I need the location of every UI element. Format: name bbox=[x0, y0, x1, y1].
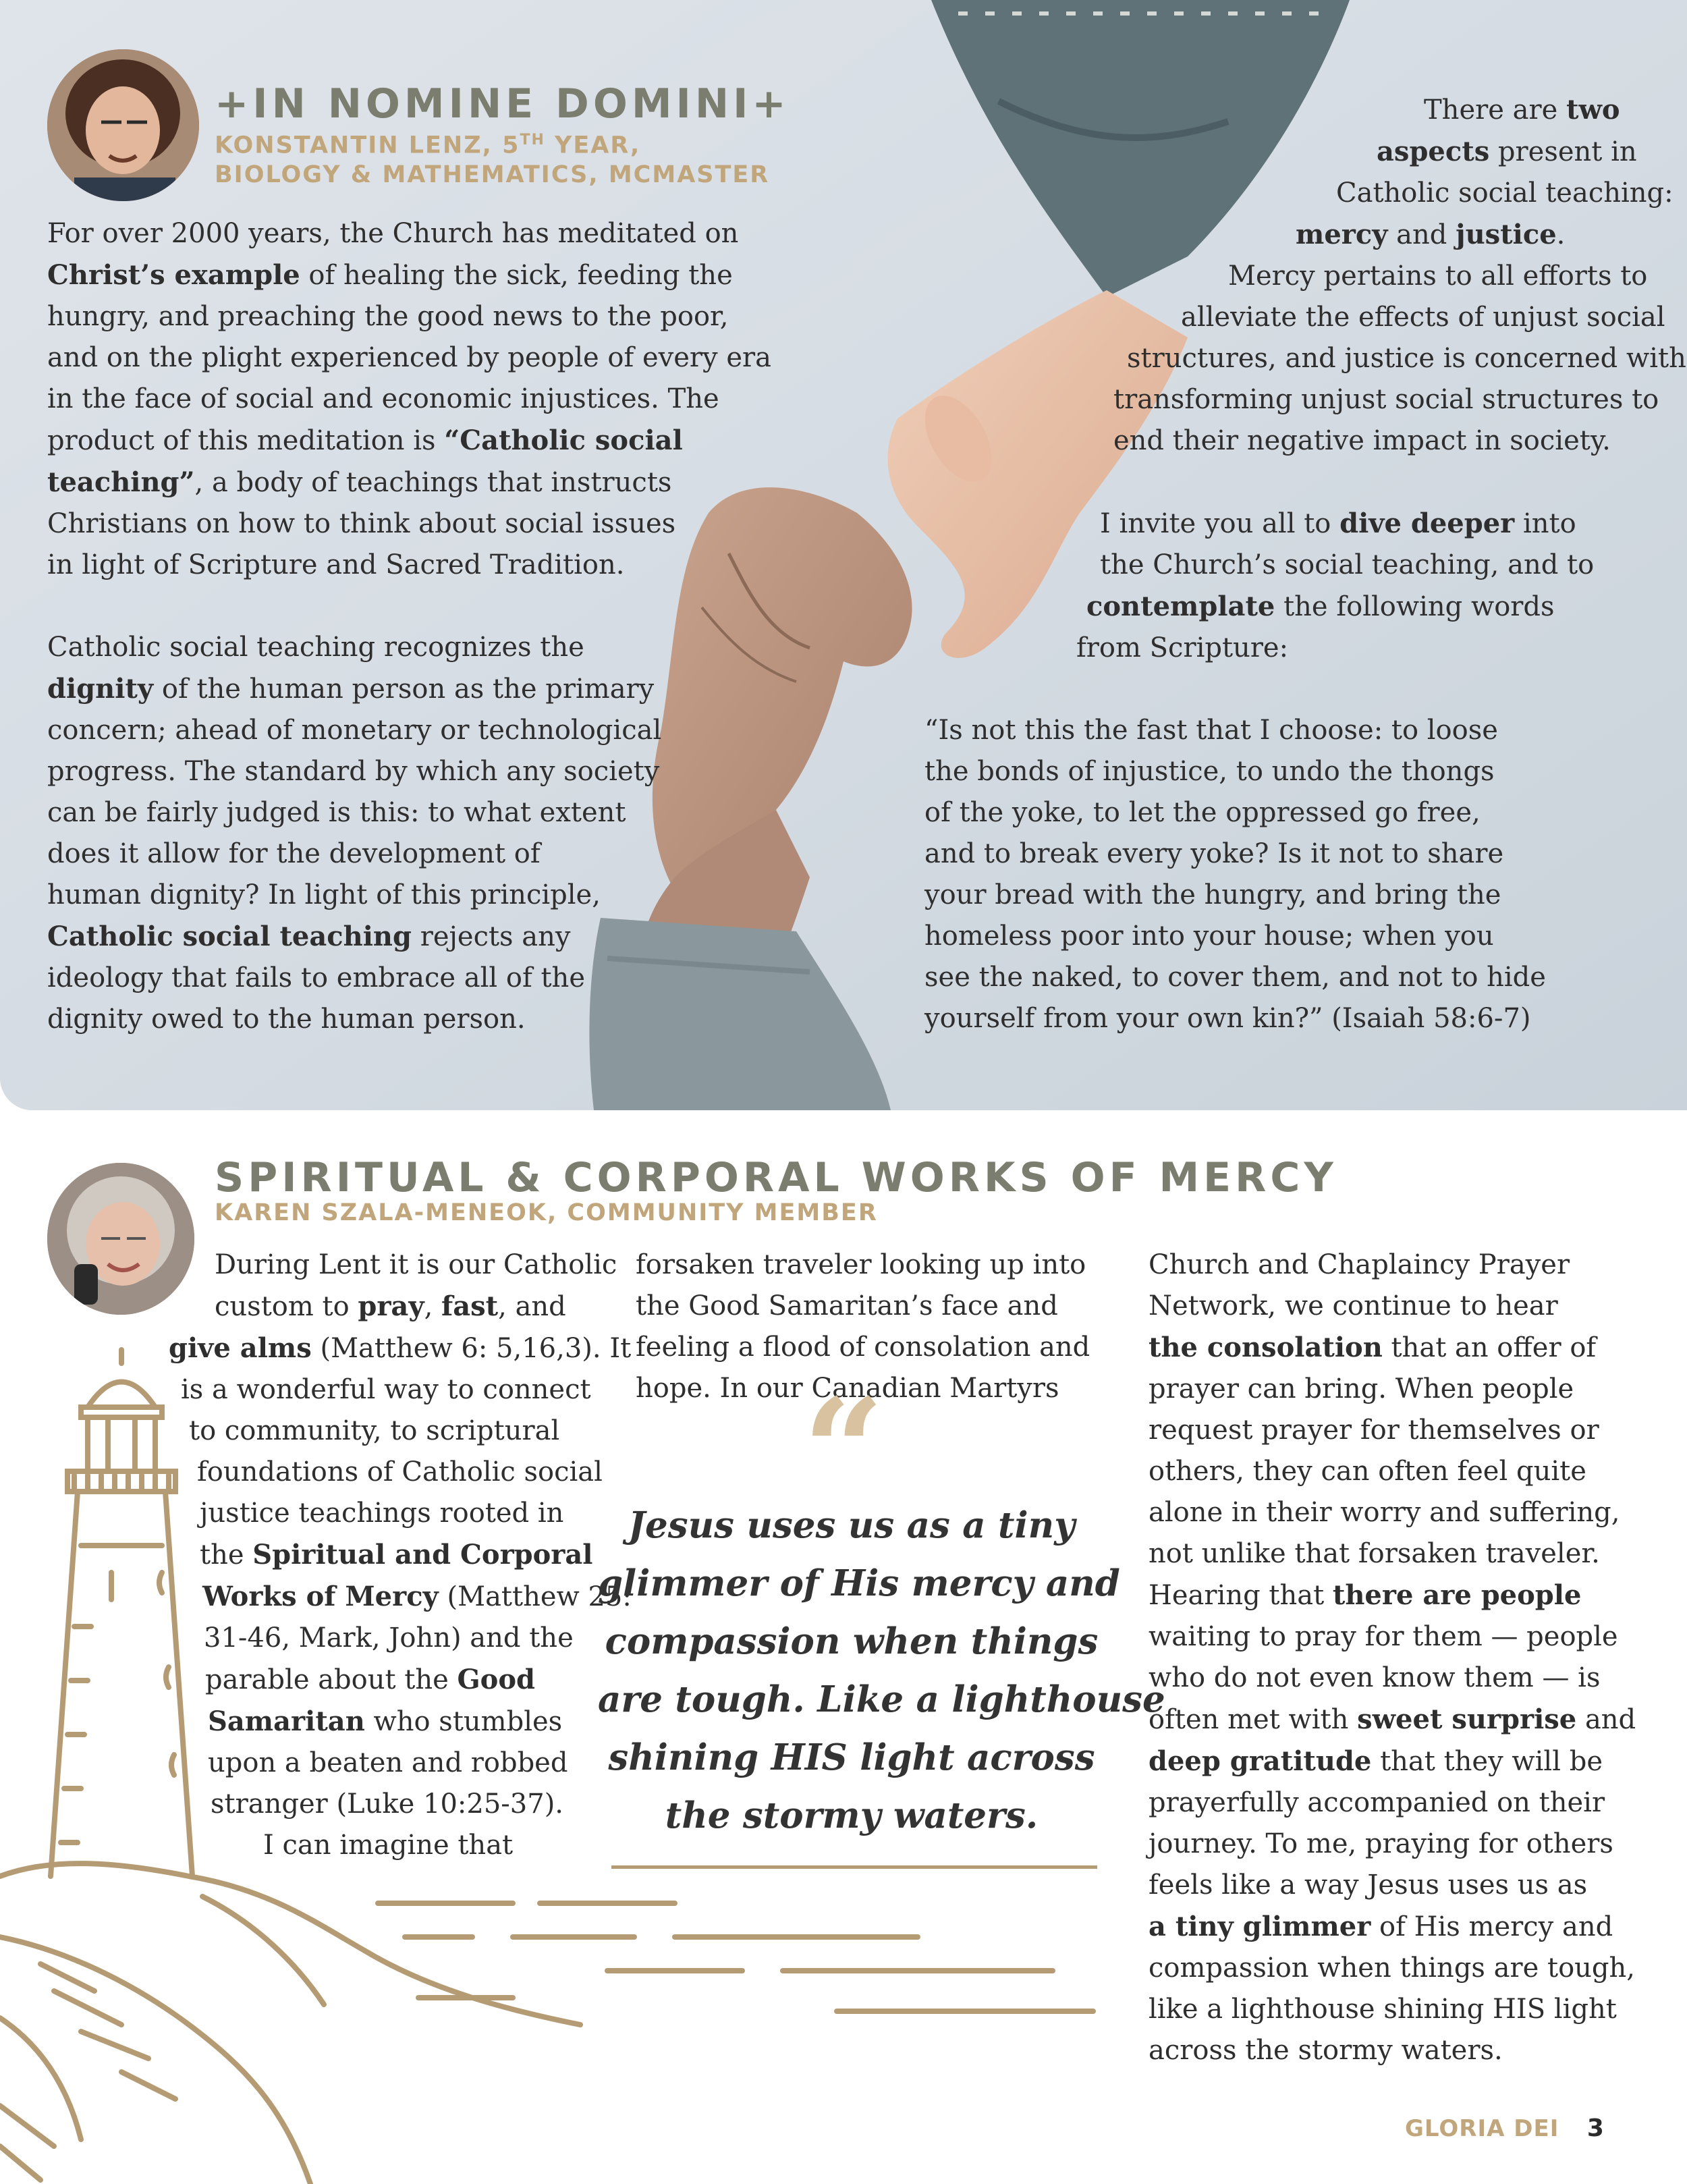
pull-quote-line: are tough. Like a lighthouse bbox=[598, 1678, 1165, 1720]
article2-col1-line: custom to pray, fast, and bbox=[215, 1290, 566, 1322]
article1-left-column bbox=[47, 213, 771, 1040]
author-byline bbox=[215, 126, 769, 190]
article1-left-line: hungry, and preaching the good news to the poor, bbox=[47, 301, 729, 332]
article1-left-line: and on the plight experienced by people of every era bbox=[47, 342, 771, 373]
article1-right-line: of the yoke, to let the oppressed go free, bbox=[924, 797, 1481, 828]
article2-col1-line: parable about the Good bbox=[205, 1664, 536, 1695]
article-title: +IN NOMINE DOMINI+ bbox=[215, 80, 790, 128]
article1-right-line: Catholic social teaching: bbox=[1336, 178, 1674, 209]
article1-left-line: can be fairly judged is this: to what extent bbox=[47, 797, 626, 828]
article2-col1-line: upon a beaten and robbed bbox=[208, 1747, 568, 1778]
article2-col3-line: prayerfully accompanied on their bbox=[1149, 1787, 1605, 1818]
article2-column-1 bbox=[162, 1245, 632, 1866]
article1-left-line: teaching”, a body of teachings that instructs bbox=[47, 466, 672, 498]
article2-col1-line: 31-46, Mark, John) and the bbox=[204, 1622, 574, 1654]
article1-left-line: in the face of social and economic injustices. The bbox=[47, 383, 719, 414]
publication-name: GLORIA DEI bbox=[1405, 2115, 1559, 2142]
article1-right-line bbox=[924, 669, 1653, 710]
article1-right-line: I invite you all to dive deeper into bbox=[1100, 508, 1576, 539]
article2-col3-line: not unlike that forsaken traveler. bbox=[1149, 1538, 1600, 1569]
article2-col1-line: the Spiritual and Corporal bbox=[200, 1539, 593, 1571]
article2-col1-line: is a wonderful way to connect bbox=[181, 1374, 591, 1405]
article1-left-line: Catholic social teaching recognizes the bbox=[47, 632, 584, 663]
article1-left-line: progress. The standard by which any society bbox=[47, 756, 660, 787]
article2-col1-line: stranger (Luke 10:25-37). bbox=[211, 1789, 564, 1820]
article1-right-line: There are two bbox=[1424, 94, 1620, 126]
article2-col3-line: a tiny glimmer of His mercy and bbox=[1149, 1911, 1613, 1942]
article2-col2-line: feeling a flood of consolation and bbox=[636, 1332, 1090, 1363]
article1-right-line bbox=[972, 462, 1653, 503]
article2-col3-line: prayer can bring. When people bbox=[1149, 1373, 1574, 1404]
article2-col3-line: the consolation that an offer of bbox=[1149, 1332, 1597, 1363]
article1-right-line: yourself from your own kin?” (Isaiah 58:6-7) bbox=[924, 1003, 1531, 1034]
article1-right-line: aspects present in bbox=[1377, 136, 1637, 167]
article1-left-line: human dignity? In light of this principle, bbox=[47, 879, 601, 910]
article2-col2-line: hope. In our Canadian Martyrs bbox=[636, 1373, 1059, 1404]
article2-col3-line: alone in their worry and suffering, bbox=[1149, 1497, 1620, 1528]
article1-left-line: in light of Scripture and Sacred Tradition. bbox=[47, 549, 625, 580]
article1-right-line: from Scripture: bbox=[1076, 632, 1289, 663]
article2-col1-line: Samaritan who stumbles bbox=[208, 1705, 563, 1737]
article2-title: SPIRITUAL & CORPORAL WORKS OF MERCY bbox=[215, 1154, 1337, 1201]
article2-col1-line: During Lent it is our Catholic bbox=[215, 1249, 617, 1280]
byline-line-2: BIOLOGY & MATHEMATICS, MCMASTER bbox=[215, 161, 770, 188]
article2-col1-line: Works of Mercy (Matthew 25: bbox=[202, 1581, 632, 1612]
article2-col1-line: give alms (Matthew 6: 5,16,3). It bbox=[169, 1332, 632, 1364]
article2-col3-line: like a lighthouse shining HIS light bbox=[1149, 1994, 1617, 2025]
article1-right-line: “Is not this the fast that I choose: to loose bbox=[924, 715, 1498, 746]
pull-quote-line: Jesus uses us as a tiny bbox=[628, 1504, 1076, 1546]
article2-col3-line: who do not even know them — is bbox=[1149, 1662, 1601, 1693]
article1-left-line: For over 2000 years, the Church has meditated on bbox=[47, 218, 739, 249]
author-avatar-konstantin bbox=[47, 49, 199, 201]
article2-col2-line: the Good Samaritan’s face and bbox=[636, 1290, 1058, 1321]
article2-col3-line: Hearing that there are people bbox=[1149, 1579, 1582, 1611]
article1-right-column bbox=[924, 89, 1686, 1039]
quote-mark-icon: “ bbox=[802, 1367, 885, 1534]
article1-right-line: and to break every yoke? Is it not to share bbox=[924, 838, 1504, 869]
article1-left-line: Catholic social teaching rejects any bbox=[47, 921, 571, 952]
article2-col2-line: forsaken traveler looking up into bbox=[636, 1249, 1086, 1280]
article1-left-line: product of this meditation is “Catholic social bbox=[47, 425, 683, 456]
article2-col3-line: Network, we continue to hear bbox=[1149, 1290, 1558, 1321]
article1-right-line: see the naked, to cover them, and not to hide bbox=[924, 962, 1546, 993]
byline-superscript: TH bbox=[520, 132, 545, 148]
pull-quote-line: shining HIS light across bbox=[608, 1737, 1095, 1778]
article1-right-line: homeless poor into your house; when you bbox=[924, 921, 1494, 952]
article1-right-line: transforming unjust social structures to bbox=[1113, 384, 1659, 415]
article1-left-line: dignity owed to the human person. bbox=[47, 1004, 526, 1035]
article1-right-line: the bonds of injustice, to undo the thongs bbox=[924, 756, 1495, 787]
article1-right-line: structures, and justice is concerned with bbox=[1127, 343, 1686, 374]
article1-left-line: does it allow for the development of bbox=[47, 838, 541, 869]
article2-col3-line: Church and Chaplaincy Prayer bbox=[1149, 1249, 1570, 1280]
article2-col3-line: deep gratitude that they will be bbox=[1149, 1745, 1603, 1777]
article2-column-3 bbox=[1149, 1245, 1661, 2071]
article1-right-line: Mercy pertains to all efforts to bbox=[1228, 261, 1648, 292]
pull-quote-line: the stormy waters. bbox=[665, 1795, 1039, 1836]
article1-right-line: your bread with the hungry, and bring the bbox=[924, 879, 1501, 910]
article1-left-line: Christ’s example of healing the sick, feeding the bbox=[47, 259, 733, 291]
article1-right-line: end their negative impact in society. bbox=[1113, 425, 1611, 456]
byline-line-1 bbox=[215, 126, 769, 161]
article1-left-line: Christians on how to think about social issues bbox=[47, 508, 676, 539]
article2-col3-line: waiting to pray for them — people bbox=[1149, 1621, 1618, 1652]
article2-col1-line: justice teachings rooted in bbox=[200, 1498, 564, 1529]
article2-col3-line: often met with sweet surprise and bbox=[1149, 1703, 1636, 1735]
pull-quote-line: glimmer of His mercy and bbox=[598, 1562, 1120, 1604]
byline-year-suffix: YEAR, bbox=[545, 132, 641, 159]
article1-left-line bbox=[47, 586, 722, 627]
article1-left-line: ideology that fails to embrace all of the bbox=[47, 962, 585, 993]
article2-col3-line: others, they can often feel quite bbox=[1149, 1456, 1586, 1487]
article2-col3-line: journey. To me, praying for others bbox=[1149, 1828, 1613, 1859]
article1-right-line: mercy and justice. bbox=[1296, 219, 1566, 250]
article1-right-line: the Church’s social teaching, and to bbox=[1100, 549, 1595, 580]
pull-quote-divider bbox=[611, 1865, 1097, 1869]
article1-left-line: concern; ahead of monetary or technological bbox=[47, 715, 662, 746]
article1-right-line: alleviate the effects of unjust social bbox=[1181, 302, 1665, 333]
article1-right-line: contemplate the following words bbox=[1086, 591, 1555, 622]
article2-col3-line: across the stormy waters. bbox=[1149, 2035, 1503, 2066]
article2-col3-line: request prayer for themselves or bbox=[1149, 1415, 1599, 1446]
article2-col1-line: foundations of Catholic social bbox=[197, 1456, 603, 1487]
article1-left-line: dignity of the human person as the primary bbox=[47, 673, 655, 705]
article2-col3-line: compassion when things are tough, bbox=[1149, 1953, 1636, 1984]
pull-quote bbox=[598, 1496, 1165, 1845]
article2-col3-line: feels like a way Jesus uses us as bbox=[1149, 1869, 1588, 1901]
article2-col1-line: I can imagine that bbox=[263, 1830, 514, 1861]
footer bbox=[1405, 2114, 1604, 2148]
page-number: 3 bbox=[1586, 2114, 1604, 2142]
pull-quote-line: compassion when things bbox=[605, 1620, 1099, 1662]
article2-col1-line: to community, to scriptural bbox=[189, 1415, 560, 1446]
article2-byline: KAREN SZALA-MENEOK, COMMUNITY MEMBER bbox=[215, 1199, 878, 1226]
byline-name-year: KONSTANTIN LENZ, 5 bbox=[215, 132, 520, 159]
